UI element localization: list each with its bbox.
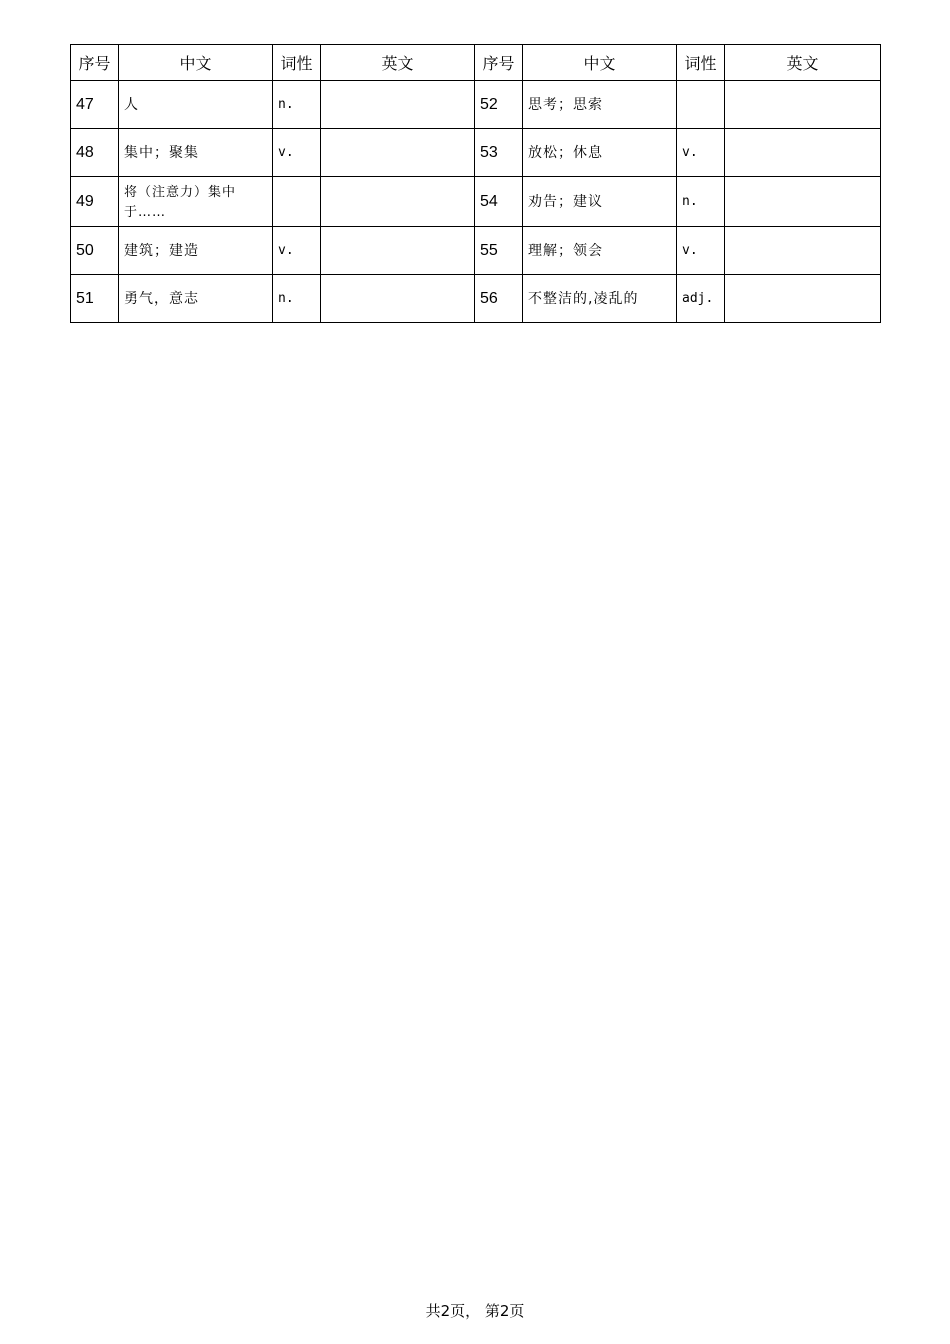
entry-chinese: 勇气，意志 bbox=[119, 275, 273, 323]
entry-chinese: 将（注意力）集中于…… bbox=[119, 177, 273, 227]
entry-chinese: 不整洁的,凌乱的 bbox=[523, 275, 677, 323]
entry-pos: v. bbox=[677, 227, 725, 275]
entry-chinese: 劝告；建议 bbox=[523, 177, 677, 227]
entry-number: 48 bbox=[71, 129, 119, 177]
table-row bbox=[71, 227, 881, 275]
entry-english-blank[interactable] bbox=[321, 227, 475, 275]
entry-english-blank[interactable] bbox=[321, 129, 475, 177]
entry-number: 49 bbox=[71, 177, 119, 227]
header-number-right: 序号 bbox=[475, 45, 523, 81]
entry-chinese: 人 bbox=[119, 81, 273, 129]
page-footer: 共2页， 第2页 bbox=[425, 1302, 525, 1320]
entry-english-blank[interactable] bbox=[725, 275, 881, 323]
entry-chinese: 集中；聚集 bbox=[119, 129, 273, 177]
entry-pos: n. bbox=[677, 177, 725, 227]
entry-chinese: 思考；思索 bbox=[523, 81, 677, 129]
entry-number: 53 bbox=[475, 129, 523, 177]
header-english-left: 英文 bbox=[321, 45, 475, 81]
vocabulary-table bbox=[70, 44, 881, 323]
entry-english-blank[interactable] bbox=[725, 81, 881, 129]
entry-pos: v. bbox=[273, 227, 321, 275]
header-pos-left: 词性 bbox=[273, 45, 321, 81]
entry-english-blank[interactable] bbox=[725, 129, 881, 177]
entry-number: 54 bbox=[475, 177, 523, 227]
entry-number: 47 bbox=[71, 81, 119, 129]
table-row bbox=[71, 275, 881, 323]
entry-english-blank[interactable] bbox=[321, 177, 475, 227]
header-english-right: 英文 bbox=[725, 45, 881, 81]
table-row bbox=[71, 81, 881, 129]
header-row bbox=[71, 45, 881, 81]
table-row bbox=[71, 129, 881, 177]
entry-number: 56 bbox=[475, 275, 523, 323]
entry-english-blank[interactable] bbox=[321, 275, 475, 323]
header-pos-right: 词性 bbox=[677, 45, 725, 81]
entry-english-blank[interactable] bbox=[725, 227, 881, 275]
entry-pos: v. bbox=[677, 129, 725, 177]
entry-pos: n. bbox=[273, 81, 321, 129]
entry-chinese: 理解；领会 bbox=[523, 227, 677, 275]
table-row bbox=[71, 177, 881, 227]
entry-english-blank[interactable] bbox=[321, 81, 475, 129]
entry-number: 55 bbox=[475, 227, 523, 275]
entry-pos bbox=[677, 81, 725, 129]
entry-chinese: 放松；休息 bbox=[523, 129, 677, 177]
entry-pos bbox=[273, 177, 321, 227]
entry-pos: n. bbox=[273, 275, 321, 323]
entry-number: 50 bbox=[71, 227, 119, 275]
header-chinese-left: 中文 bbox=[119, 45, 273, 81]
header-chinese-right: 中文 bbox=[523, 45, 677, 81]
entry-chinese: 建筑；建造 bbox=[119, 227, 273, 275]
entry-pos: adj. bbox=[677, 275, 725, 323]
entry-english-blank[interactable] bbox=[725, 177, 881, 227]
entry-number: 51 bbox=[71, 275, 119, 323]
header-number-left: 序号 bbox=[71, 45, 119, 81]
entry-number: 52 bbox=[475, 81, 523, 129]
entry-pos: v. bbox=[273, 129, 321, 177]
